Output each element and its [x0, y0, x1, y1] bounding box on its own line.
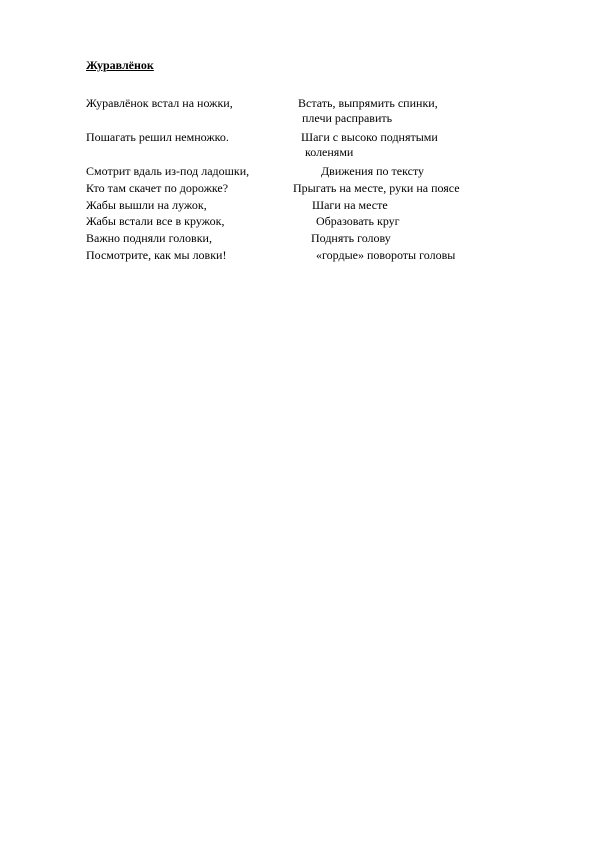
verse-line-2: Пошагать решил немножко.: [86, 130, 229, 144]
verse-line-7: Важно подняли головки,: [86, 231, 212, 245]
action-line-9: Поднять голову: [311, 231, 391, 245]
verse-line-3: Смотрит вдаль из-под ладошки,: [86, 164, 250, 178]
verse-line-6: Жабы встали все в кружок,: [86, 214, 225, 228]
verse-line-1: Журавлёнок встал на ножки,: [86, 96, 233, 110]
action-line-6: Прыгать на месте, руки на поясе: [293, 181, 460, 195]
action-line-10: «гордые» повороты головы: [316, 248, 456, 262]
verse-line-8: Посмотрите, как мы ловки!: [86, 248, 227, 262]
action-line-3: Шаги с высоко поднятыми: [301, 130, 438, 144]
verse-line-4: Кто там скачет по дорожке?: [86, 181, 229, 195]
action-line-4: коленями: [305, 145, 354, 159]
action-line-2: плечи расправить: [302, 111, 393, 125]
action-line-7: Шаги на месте: [312, 198, 388, 212]
document-title: Журавлёнок: [86, 58, 154, 72]
action-line-8: Образовать круг: [316, 214, 400, 228]
action-line-1: Встать, выпрямить спинки,: [298, 96, 438, 110]
verse-line-5: Жабы вышли на лужок,: [86, 198, 207, 212]
action-line-5: Движения по тексту: [321, 164, 425, 178]
